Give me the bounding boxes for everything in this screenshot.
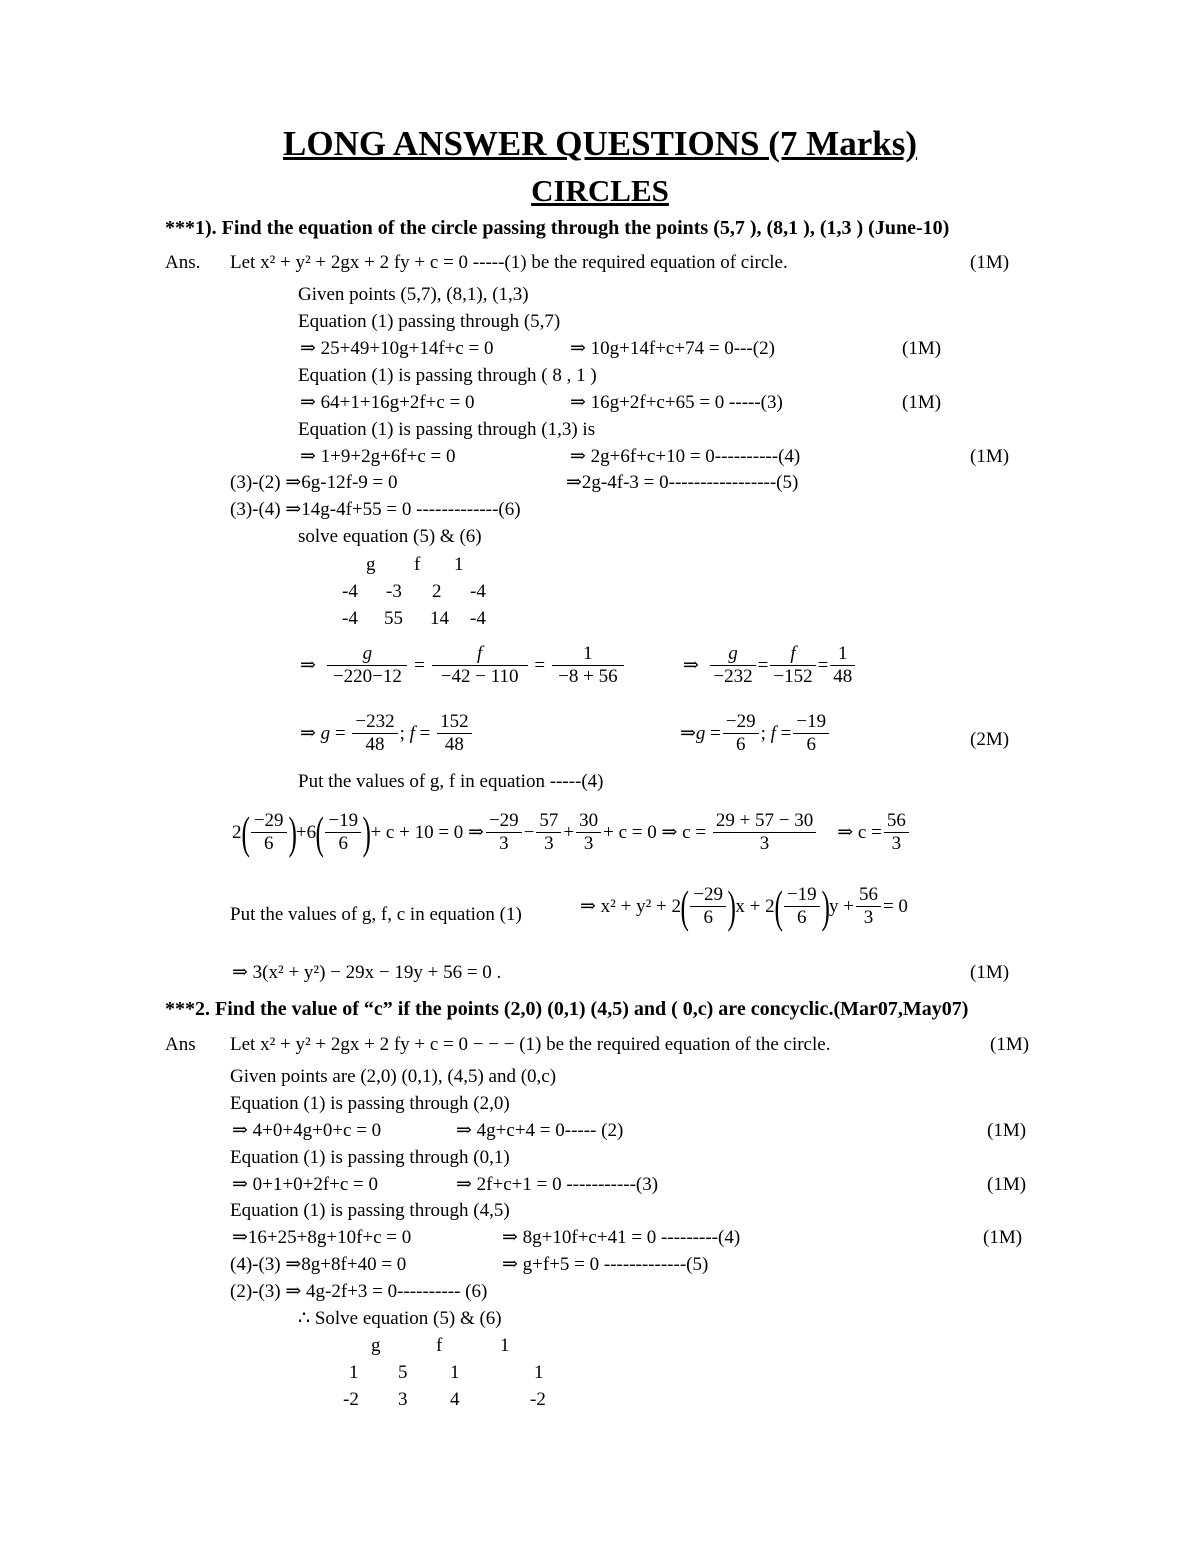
grid-r2-c1: -2: [343, 1389, 359, 1410]
grid-r2-c2: 3: [398, 1389, 408, 1410]
q2-eq3-label: Equation (1) is passing through (4,5): [230, 1200, 510, 1221]
q2-step2b: ⇒ 2f+c+1 = 0 -----------(3): [456, 1174, 659, 1195]
grid-r2-c4: -2: [530, 1389, 546, 1410]
q1-put-gf: Put the values of g, f in equation -----(4): [298, 771, 604, 792]
page-title: LONG ANSWER QUESTIONS (7 Marks): [283, 124, 917, 163]
q2-let-line: Let x² + y² + 2gx + 2 fy + c = 0 − − − (1) be the required equation of the circle.: [230, 1034, 831, 1055]
q1-mark-2: (1M): [902, 338, 942, 359]
grid-r2-c4: -4: [470, 608, 486, 629]
grid-r1-c2: 5: [398, 1362, 408, 1383]
grid-r2-c3: 14: [430, 608, 449, 629]
grid-r1-c1: -4: [342, 581, 358, 602]
q2-solve: ∴ Solve equation (5) & (6): [298, 1308, 502, 1329]
question-2: ***2. Find the value of “c” if the points (2,0) (0,1) (4,5) and ( 0,c) are concyclic.(Mar07,May07): [165, 998, 969, 1020]
grid-r2-c1: -4: [342, 608, 358, 629]
grid-h-f: f: [436, 1335, 443, 1356]
q1-step3b: ⇒ 2g+6f+c+10 = 0----------(4): [570, 446, 801, 467]
q1-mark-1: (1M): [970, 252, 1010, 273]
q1-ratio-1: ⇒ $\frac{g}{-220-12}$ = $\frac{f}{-42 - 110}$ = $\frac{1}{-8 + 56}$: [300, 643, 626, 688]
q1-step2b: ⇒ 16g+2f+c+65 = 0 -----(3): [570, 392, 783, 413]
q2-mark-1: (1M): [990, 1034, 1030, 1055]
question-1: ***1). Find the equation of the circle passing through the points (5,7 ), (8,1 ), (1,3 ) (June-10): [165, 217, 950, 239]
grid-h-f: f: [414, 554, 421, 575]
q1-ans-label: Ans.: [165, 252, 201, 273]
q1-sub2: (3)-(4) ⇒14g-4f+55 = 0 -------------(6): [230, 499, 521, 520]
q1-eq1-label: Equation (1) passing through (5,7): [298, 311, 561, 332]
grid-h-1: 1: [500, 1335, 510, 1356]
q1-eq2-label: Equation (1) is passing through ( 8 , 1 ): [298, 365, 597, 386]
grid-h-g: g: [371, 1335, 381, 1356]
grid-h-g: g: [366, 554, 376, 575]
q1-sub1b: ⇒2g-4f-3 = 0-----------------(5): [566, 472, 799, 493]
q1-step2a: ⇒ 64+1+16g+2f+c = 0: [300, 392, 475, 413]
q2-ans-label: Ans: [165, 1034, 196, 1055]
grid-r2-c3: 4: [450, 1389, 460, 1410]
q2-mark-3: (1M): [987, 1174, 1027, 1195]
q2-step2a: ⇒ 0+1+0+2f+c = 0: [232, 1174, 379, 1195]
q1-gf-simplified: ⇒ g = $\frac{-29}{6}$ ; f = $\frac{-19}{6}$: [680, 711, 831, 756]
page-subtitle: CIRCLES: [531, 173, 669, 208]
q2-step1a: ⇒ 4+0+4g+0+c = 0: [232, 1120, 382, 1141]
q1-eq3-label: Equation (1) is passing through (1,3) is: [298, 419, 596, 440]
q2-step3b: ⇒ 8g+10f+c+41 = 0 ---------(4): [502, 1227, 741, 1248]
q1-step1b: ⇒ 10g+14f+c+74 = 0---(2): [570, 338, 775, 359]
q2-step3a: ⇒16+25+8g+10f+c = 0: [232, 1227, 412, 1248]
q1-ratio-2: ⇒ $\frac{g}{-232}$ = $\frac{f}{-152}$ = $\frac{1}{48}$: [683, 643, 857, 688]
grid-r2-c2: 55: [384, 608, 403, 629]
q1-mark-3: (1M): [902, 392, 942, 413]
q1-given: Given points (5,7), (8,1), (1,3): [298, 284, 529, 305]
q1-put-gfc: Put the values of g, f, c in equation (1): [230, 904, 522, 925]
q1-final-answer: ⇒ 3(x² + y²) − 29x − 19y + 56 = 0 .: [232, 962, 502, 983]
grid-r1-c1: 1: [349, 1362, 359, 1383]
q1-step1a: ⇒ 25+49+10g+14f+c = 0: [300, 338, 494, 359]
q1-sub1a: (3)-(2) ⇒6g-12f-9 = 0: [230, 472, 398, 493]
q2-sub2: (2)-(3) ⇒ 4g-2f+3 = 0---------- (6): [230, 1281, 488, 1302]
q2-sub1b: ⇒ g+f+5 = 0 -------------(5): [502, 1254, 709, 1275]
q1-mark-6: (1M): [970, 962, 1010, 983]
q2-step1b: ⇒ 4g+c+4 = 0----- (2): [456, 1120, 624, 1141]
q1-c-calculation: 2 ( $\frac{-29}{6}$ ) + 6 ( $\frac{-19}{6}$ ) + c + 10 = 0 ⇒ $\frac{-29}{3}$ − $\frac{57}{3}$ + $\frac{30}{3}$ + c = 0 ⇒ c = $\frac{29 + 57 - 30}{3}$ ⇒ c = $\frac{56}{3}$: [232, 810, 911, 855]
q1-gf-values: ⇒ g = $\frac{-232}{48}$ ; f = $\frac{152}{48}$: [300, 711, 474, 756]
q1-step3a: ⇒ 1+9+2g+6f+c = 0: [300, 446, 456, 467]
q1-solve: solve equation (5) & (6): [298, 526, 482, 547]
q2-eq1-label: Equation (1) is passing through (2,0): [230, 1093, 510, 1114]
q1-substituted-equation: ⇒ x² + y² + 2 ( $\frac{-29}{6}$ ) x + 2 ( $\frac{-19}{6}$ ) y + $\frac{56}{3}$ = 0: [580, 880, 908, 932]
q2-mark-2: (1M): [987, 1120, 1027, 1141]
grid-r1-c3: 2: [432, 581, 442, 602]
grid-r1-c2: -3: [386, 581, 402, 602]
q2-eq2-label: Equation (1) is passing through (0,1): [230, 1147, 510, 1168]
q1-mark-4: (1M): [970, 446, 1010, 467]
q2-given: Given points are (2,0) (0,1), (4,5) and (0,c): [230, 1066, 557, 1087]
q1-mark-5: (2M): [970, 729, 1010, 750]
grid-h-1: 1: [454, 554, 464, 575]
grid-r1-c3: 1: [450, 1362, 460, 1383]
q2-mark-4: (1M): [983, 1227, 1023, 1248]
q2-sub1a: (4)-(3) ⇒8g+8f+40 = 0: [230, 1254, 407, 1275]
q1-let-line: Let x² + y² + 2gx + 2 fy + c = 0 -----(1) be the required equation of circle.: [230, 252, 788, 273]
grid-r1-c4: -4: [470, 581, 486, 602]
grid-r1-c4: 1: [534, 1362, 544, 1383]
